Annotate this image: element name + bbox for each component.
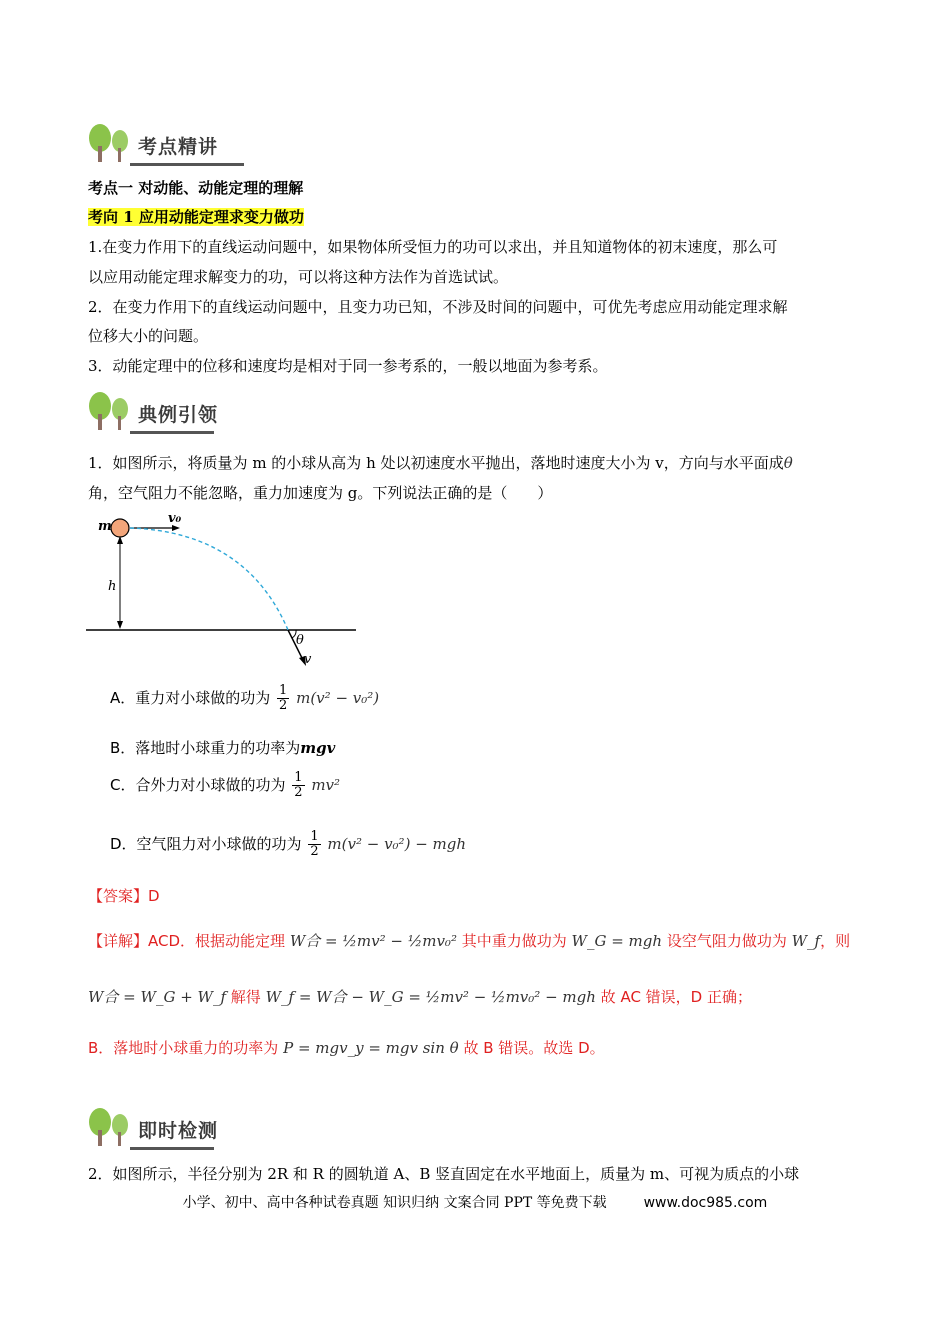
figure-label-m: m <box>98 519 112 534</box>
topic-heading: 考点一 对动能、动能定理的理解 <box>88 179 304 197</box>
fraction-half: $\frac{1}{2}$ <box>279 683 288 713</box>
projectile-figure <box>86 508 361 670</box>
fraction-half: $\frac{1}{2}$ <box>310 829 319 859</box>
topic-subheading: 考向 1 应用动能定理求变力做功 <box>88 208 304 226</box>
paragraph-3: 3．动能定理中的位移和速度均是相对于同一参考系的，一般以地面为参考系。 <box>88 357 608 375</box>
option-a: A．重力对小球做的功为 $\frac{1}{2}$ m(v² − v₀²) <box>110 683 380 713</box>
tree-icon <box>86 124 134 164</box>
question-1-line1: 1．如图所示，将质量为 m 的小球从高为 h 处以初速度水平抛出，落地时速度大小为 v，方向与水平面成 <box>88 454 784 472</box>
section-title: 典例引领 <box>138 404 219 426</box>
question-2-line1: 2．如图所示，半径分别为 2R 和 R 的圆轨道 A、B 竖直固定在水平地面上，质量为 m、可视为质点的小球 <box>88 1165 800 1183</box>
tree-icon <box>86 392 134 432</box>
figure-label-h: h <box>108 579 117 594</box>
section-title: 即时检测 <box>138 1120 219 1142</box>
answer-detail-line3: B．落地时小球重力的功率为 P = mgv_y = mgv sin θ 故 B 错误。故选 D。 <box>88 1039 605 1057</box>
option-d: D．空气阻力对小球做的功为 $\frac{1}{2}$ m(v² − v₀²) − mgh <box>110 829 467 859</box>
paragraph-1a: 1.在变力作用下的直线运动问题中，如果物体所受恒力的功可以求出，并且知道物体的初末速度，那么可 <box>88 238 778 256</box>
footer-url[interactable]: www.doc985.com <box>643 1195 768 1211</box>
figure-label-v0: v₀ <box>168 511 182 526</box>
paragraph-1b: 以应用动能定理求解变力的功，可以将这种方法作为首选试试。 <box>88 268 509 286</box>
section-banner-jishi <box>86 1108 246 1152</box>
question-1-line2: 角，空气阻力不能忽略，重力加速度为 g。下列说法正确的是（ ） <box>88 484 553 502</box>
section-banner-dianli <box>86 392 246 436</box>
section-banner-kaodian <box>86 124 246 168</box>
figure-label-theta: θ <box>296 633 304 648</box>
option-c: C．合外力对小球做的功为 $\frac{1}{2}$ mv² <box>110 770 341 800</box>
answer-detail-line2: W合 = W_G + W_f 解得 W_f = W合 − W_G = ½mv² − ½mv₀² − mgh 故 AC 错误，D 正确； <box>88 988 752 1006</box>
footer-text: 小学、初中、高中各种试卷真题 知识归纳 文案合同 PPT 等免费下载 <box>182 1195 607 1211</box>
answer-detail-line1: 【详解】ACD．根据动能定理 W合 = ½mv² − ½mv₀² 其中重力做功为 W_G = mgh 设空气阻力做功为 W_f，则 <box>88 932 851 950</box>
page-footer <box>0 1192 950 1212</box>
paragraph-2b: 位移大小的问题。 <box>88 327 209 345</box>
fraction-half: $\frac{1}{2}$ <box>294 770 303 800</box>
answer-label: 【答案】D <box>88 887 160 905</box>
paragraph-2a: 2．在变力作用下的直线运动问题中，且变力功已知，不涉及时间的问题中，可优先考虑应用动能定理求解 <box>88 298 788 316</box>
figure-label-v: v <box>304 652 312 667</box>
theta-symbol: θ <box>783 454 793 472</box>
tree-icon <box>86 1108 134 1148</box>
section-title: 考点精讲 <box>138 136 219 158</box>
option-b: B．落地时小球重力的功率为mgv <box>110 739 336 757</box>
